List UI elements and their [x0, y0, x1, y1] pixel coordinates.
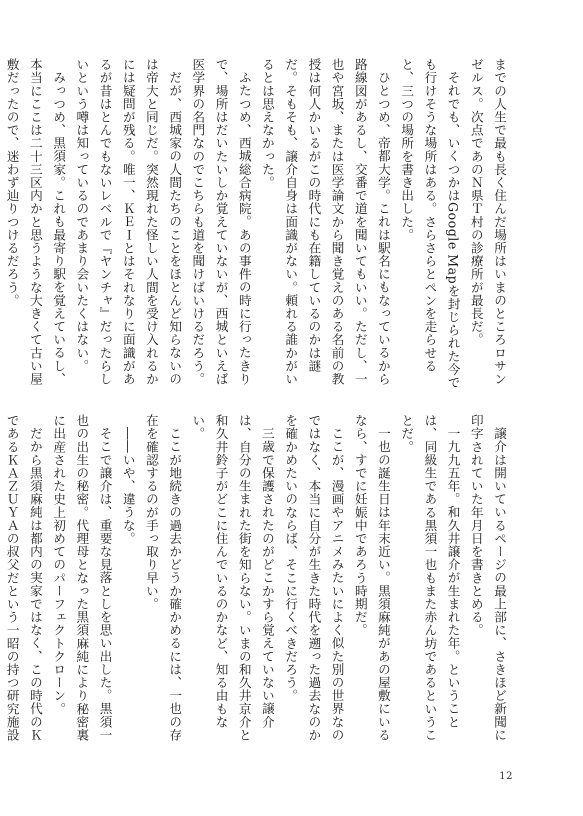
paragraph: 一也の誕生日は年末近い。黒須麻純があの屋敷にいるなら、すでに妊娠中であろう時期だ。 [352, 414, 391, 741]
paragraph: ここが、漫画やアニメみたいによく似た別の世界なのではなく、本当に自分が生きた時代を遡った過去なのかを確かめたいのならば、そこに行くべきだろう。 [283, 414, 345, 742]
paragraph: 一九九五年。和久井譲介が生まれた年。ということは、同級生である黒須一也もまた赤ん坊であるということだ。 [399, 414, 461, 742]
paragraph: ひとつめ、帝都大学。これは駅名にもなっているから路線図があるし、交番で道を聞いてもいい。ただし、一也や宮坂、または医学論文から聞き覚えのある名前の教授は何人かいるがこの時代にも在籍しているのかは謎だ。そもそも、譲介自身は面識がない。頼れる誰かがいるとは思えなかった。 [259, 58, 391, 386]
paragraph: ――いや、違うな。 [120, 426, 136, 545]
paragraph: だが、西城家の人間たちのことをほとんど知らないのは帝大と同じだ。突然現れた怪しい人間を受け入れるかには疑問が残る。唯一、ＫＥＩとはそれなりに面識があるが昔はとんでもないレベルで『ヤンチャ』だったらしいという噂は知っているのであまり会いたくはない。 [74, 58, 183, 386]
text-block-bottom [4, 414, 511, 748]
paragraph: みっつめ、黒須家。これも最寄り駅を覚えているし、本当にここは二十三区内かと思うような大きくて古い屋敷だったので、迷わず辿りつけるだろう。 [4, 58, 67, 386]
paragraph: だから黒須麻純は都内の実家ではなく、この時代のＫであるＫＡＺＵＹＡの叔父だという一昭の持つ研究施設 [4, 414, 43, 742]
paragraph: 三歳で保護されたのがどこかすら覚えていない譲介は、自分の生まれた街を知らない。いまの和久井京介と和久井鈴子がどこに住んでいるのかなど、知る由もない。 [190, 414, 275, 742]
paragraph: それでも、いくつかはGoogle Mapを封じられた今でも行けそうな場所はある。さらさらとペンを走らせると、三つの場所を書き出した。 [399, 58, 461, 389]
text-block-top [4, 58, 511, 392]
page-number: 12 [499, 771, 513, 782]
paragraph: ふたつめ、西城総合病院。あの事件の時に行ったきりで、場所はだいたいしか覚えていないが、西城といえば医学界の名門なのでこちらも道を聞けばいけるだろう。 [190, 58, 252, 386]
paragraph: 譲介は開いているページの最上部に、さきほど新聞に印字されていた年月日を書きとめる。 [468, 414, 507, 741]
paragraph: までの人生で最も長く住んだ場所はいまのところロサンゼルス。次点であのＮ県Ｔ村の診療所が最長だ。 [468, 58, 507, 386]
paragraph: ここが地続きの過去かどうか確かめるには、一也の存在を確認するのが手っ取り早い。 [143, 414, 183, 741]
paragraph: そこで譲介は、重要な見落としを思い出した。黒須一也の出生の秘密。代理母となった黒須麻純により秘密裏に出産された史上初めてのパーフェクトクローン。 [51, 414, 113, 742]
